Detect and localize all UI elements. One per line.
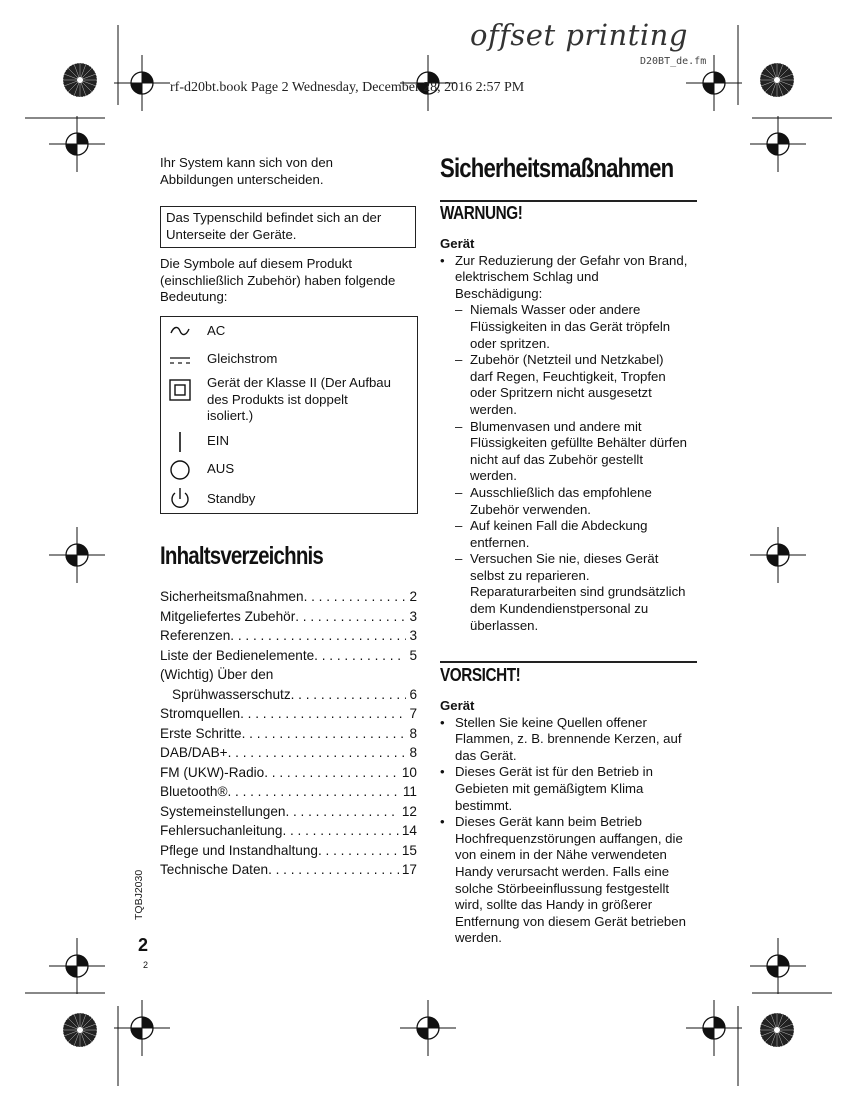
warning-section: [440, 236, 700, 634]
toc-entry[interactable]: DAB/DAB+ . . . 8: [160, 743, 417, 763]
warning-sub-item: – Blumenvasen und andere mit Flüssigkeiten gefüllte Behälter dürfen nicht auf das Zubehör gestellt werden.: [440, 419, 700, 485]
page-number-small: 2: [143, 960, 149, 970]
file-name: D20BT_de.fm: [640, 56, 707, 67]
document-code: TQBJ2030: [133, 869, 145, 920]
toc-entry[interactable]: FM (UKW)-Radio . . . 10: [160, 763, 417, 783]
toc-entry[interactable]: Technische Daten . . . 17: [160, 860, 417, 880]
caution-section: [440, 698, 700, 947]
symbol-label-off: AUS: [207, 461, 235, 476]
toc-entry[interactable]: Sicherheitsmaßnahmen . . . 2: [160, 587, 417, 607]
caution-heading: VORSICHT!: [440, 665, 521, 685]
warning-sub-item: – Zubehör (Netzteil und Netzkabel) darf Regen, Feuchtigkeit, Tropfen oder Spritzern nicht ausgesetzt werden.: [440, 352, 700, 418]
toc-entry[interactable]: Erste Schritte . . . 8: [160, 724, 417, 744]
rating-plate-note: Das Typenschild befindet sich an der Unterseite der Geräte.: [160, 206, 416, 248]
warning-sub-item: – Versuchen Sie nie, dieses Gerät selbst zu reparieren. Reparaturarbeiten sind grundsätzlich dem Kundendienstpersonal zu überlassen.: [440, 551, 700, 634]
toc-entry[interactable]: Liste der Bedienelemente . . . 5: [160, 646, 417, 666]
page-number: 2: [138, 935, 149, 955]
dc-icon: [169, 355, 191, 367]
toc-title: Inhaltsverzeichnis: [160, 542, 323, 570]
symbol-label-dc: Gleichstrom: [207, 351, 278, 366]
caution-bullet: • Stellen Sie keine Quellen offener Flammen, z. B. brennende Kerzen, auf das Gerät.: [440, 715, 700, 765]
class-ii-icon: [169, 379, 191, 401]
warning-sub-item: – Niemals Wasser oder andere Flüssigkeiten in das Gerät tröpfeln oder spritzen.: [440, 302, 700, 352]
intro-text: Ihr System kann sich von den Abbildungen unterscheiden.: [160, 155, 333, 187]
toc-entry[interactable]: Sprühwasserschutz . . . 6: [160, 685, 417, 705]
warning-heading: WARNUNG!: [440, 203, 523, 223]
symbol-label-on: EIN: [207, 433, 229, 448]
caution-bullet: • Dieses Gerät kann beim Betrieb Hochfrequenzstörungen auffangen, die von einem in der Nähe verwendeten Handy verursacht werden. Falls eine solche Störbeeinflussung festgestellt wird, sollte das Handy in größerer Entfernung von diesem Gerät betrieben werden.: [440, 814, 700, 947]
symbols-table: [160, 316, 418, 514]
off-icon: [169, 459, 191, 481]
warning-label: Gerät: [440, 236, 475, 251]
toc-entry[interactable]: Mitgeliefertes Zubehör . . . 3: [160, 607, 417, 627]
symbol-label-standby: Standby: [207, 491, 256, 506]
toc-entry[interactable]: Referenzen . . . 3: [160, 626, 417, 646]
warning-rule: [440, 200, 697, 202]
on-icon: [169, 431, 191, 453]
ac-wave-icon: [169, 324, 191, 338]
symbol-label-ac: AC: [207, 323, 226, 338]
offset-printing-title: offset printing: [470, 18, 688, 52]
warning-sub-item: – Auf keinen Fall die Abdeckung entfernen.: [440, 518, 700, 551]
caution-label: Gerät: [440, 698, 475, 713]
standby-icon: [169, 487, 191, 511]
caution-rule: [440, 661, 697, 663]
toc-entry[interactable]: Pflege und Instandhaltung . . . 15: [160, 841, 417, 861]
safety-title: Sicherheitsmaßnahmen: [440, 153, 674, 183]
book-info-line: rf-d20bt.book Page 2 Wednesday, December 28, 2016 2:57 PM: [170, 80, 525, 95]
toc-entry[interactable]: (Wichtig) Über den: [160, 667, 274, 682]
toc-entry[interactable]: Fehlersuchanleitung . . . 14: [160, 821, 417, 841]
caution-bullet: • Dieses Gerät ist für den Betrieb in Gebieten mit gemäßigtem Klima bestimmt.: [440, 764, 700, 814]
toc-entry[interactable]: Bluetooth® . . . 11: [160, 782, 417, 802]
symbol-label-class-ii: Gerät der Klasse II (Der Aufbau des Produkts ist doppelt isoliert.): [207, 375, 391, 423]
toc-entry[interactable]: Stromquellen . . . 7: [160, 704, 417, 724]
warning-bullet: • Zur Reduzierung der Gefahr von Brand, elektrischem Schlag und Beschädigung:: [440, 253, 700, 303]
warning-sub-item: – Ausschließlich das empfohlene Zubehör verwenden.: [440, 485, 700, 518]
toc-entry[interactable]: Systemeinstellungen . . . 12: [160, 802, 417, 822]
symbols-intro: Die Symbole auf diesem Produkt (einschließlich Zubehör) haben folgende Bedeutung:: [160, 256, 396, 304]
